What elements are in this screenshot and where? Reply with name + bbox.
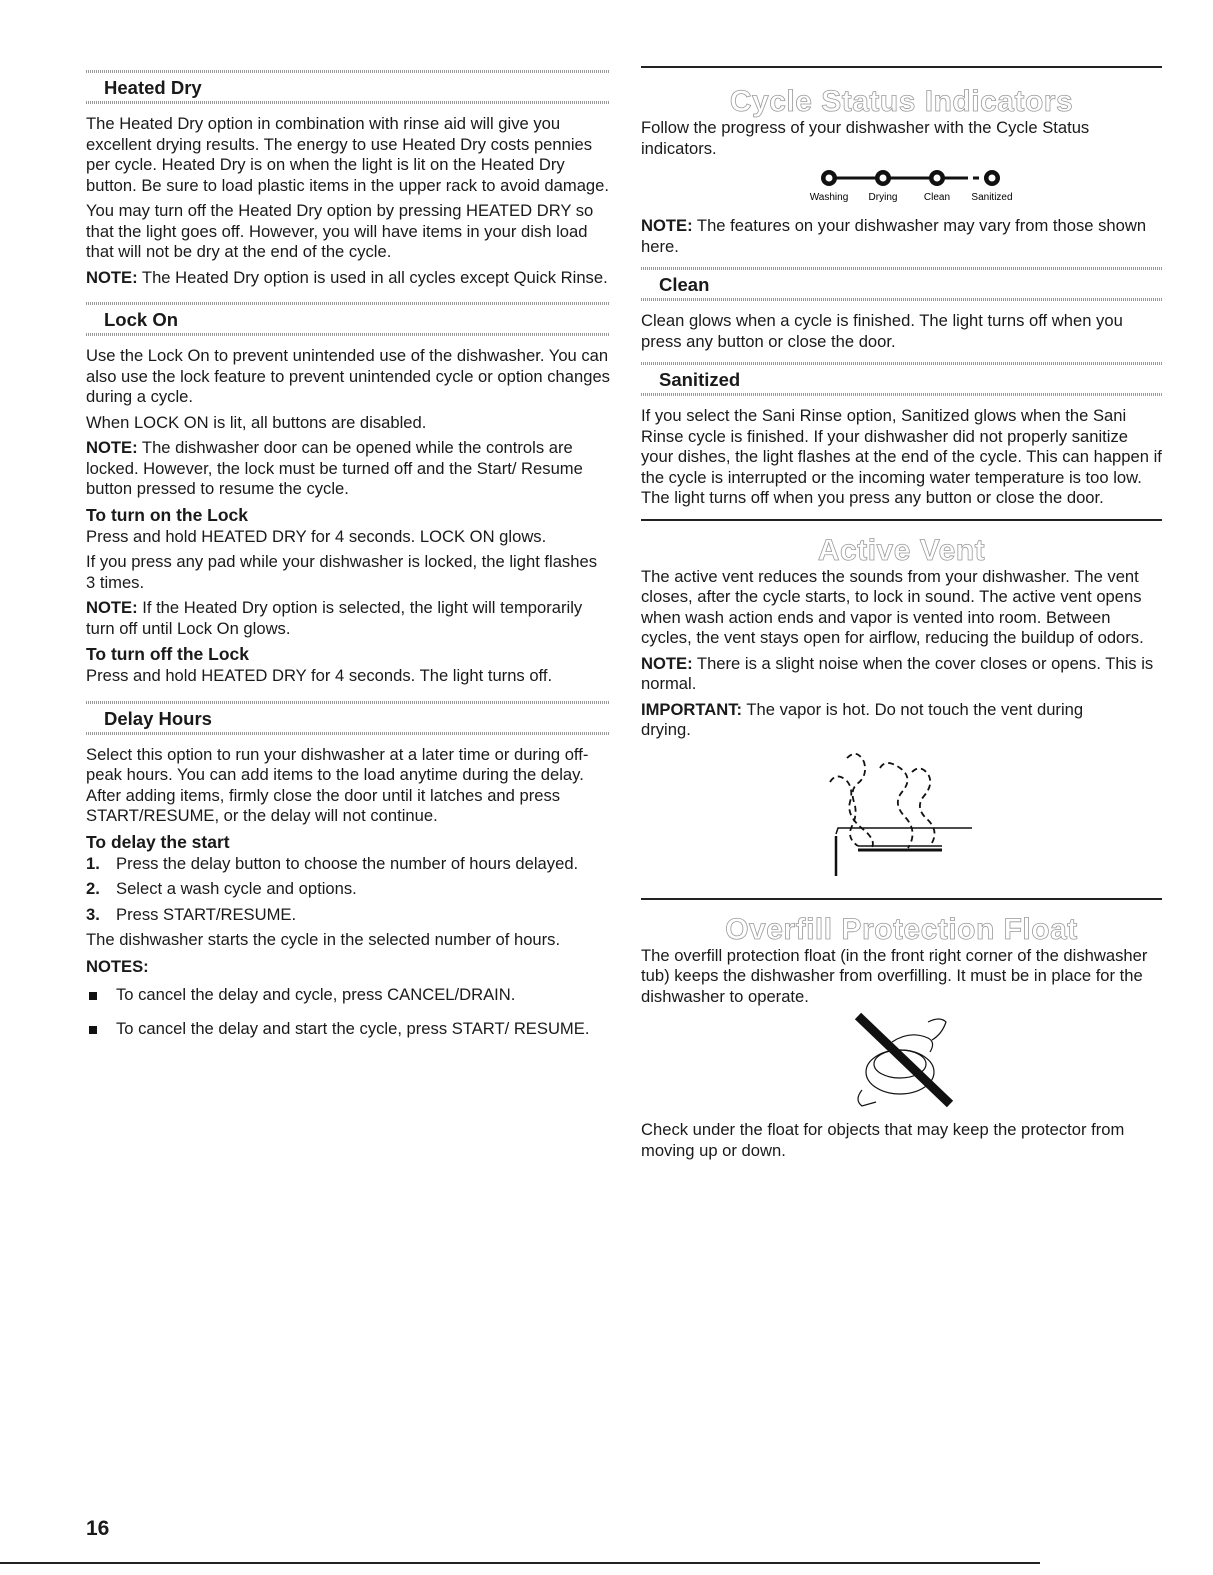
active-vent-title: Active Vent: [817, 533, 986, 567]
list-item: 1. Press the delay button to choose the number of hours delayed.: [86, 853, 579, 873]
heated-dry-note: [86, 268, 610, 289]
heated-dry-paragraph-2: You may turn off the Heated Dry option by pressing HEATED DRY so that the light goes off. However, you will have items in your dish load that will not be dry at the end of the cycle.: [86, 201, 594, 261]
delay-hours-heading: Delay Hours: [104, 707, 212, 729]
note-text: The Heated Dry option is used in all cycles except Quick Rinse.: [137, 267, 608, 287]
note-label: NOTE:: [86, 598, 138, 617]
turn-off-lock-heading: To turn off the Lock: [86, 644, 249, 664]
clean-heading: Clean: [659, 274, 710, 295]
left-column: [86, 70, 610, 1045]
active-vent-paragraph: The active vent reduces the sounds from your dishwasher. The vent closes, after the cycle starts, to lock in sound. The active vent opens when wash action ends and vapor is vented into room. Between cycles, the vent stays open for airflow, reducing the buildup of odors.: [641, 566, 1144, 647]
overfill-paragraph-2: Check under the float for objects that may keep the protector from moving up or down.: [641, 1120, 1125, 1160]
cycle-status-indicator-figure: [782, 164, 1022, 208]
heated-dry-paragraph-1: The Heated Dry option in combination with rinse aid will give you excellent drying results. The energy to use Heated Dry costs pennies per cycle. Heated Dry is on when the light is lit on the Heated Dry button. Be sure to load plastic items in the upper rack to avoid damage.: [86, 114, 610, 195]
bullet-icon: [89, 992, 97, 1000]
note-text: If the Heated Dry option is selected, the light will temporarily turn off until Lock On glows.: [86, 598, 583, 638]
delay-hours-paragraph-2: The dishwasher starts the cycle in the selected number of hours.: [86, 930, 561, 949]
list-item: To cancel the delay and start the cycle, press START/ RESUME.: [86, 1019, 610, 1040]
lock-on-heading-band: [86, 302, 610, 336]
note-text: The dishwasher door can be opened while the controls are locked. However, the lock must be turned off and the Start/ Resume button pressed to resume the cycle.: [86, 438, 583, 498]
bullet-icon: [89, 1026, 97, 1034]
footer-rule: [0, 1562, 1040, 1564]
list-item: To cancel the delay and cycle, press CANCEL/DRAIN.: [86, 985, 610, 1006]
list-item: 3. Press START/RESUME.: [86, 904, 297, 924]
delay-steps-list: [86, 854, 610, 926]
delay-start-heading: To delay the start: [86, 831, 230, 852]
important-text: The vapor is hot. Do not touch the vent during drying.: [641, 699, 1084, 739]
heated-dry-heading-band: [86, 70, 610, 104]
lock-on-paragraph-1: Use the Lock On to prevent unintended use of the dishwasher. You can also use the lock feature to prevent unintended cycle or option changes during a cycle.: [86, 346, 610, 406]
sanitized-paragraph: If you select the Sani Rinse option, Sanitized glows when the Sani Rinse cycle is finished. If your dishwasher did not properly sanitize your dishes, the light flashes at the end of the cycle. This can happen if the cycle is interrupted or the incoming water temperature is too low. The light turns off when you press any button or close the door.: [641, 406, 1162, 507]
delay-hours-paragraph-1: Select this option to run your dishwasher at a later time or during off-peak hours. You can add items to the load anytime during the delay. After adding items, firmly close the door until it latches and press START/RESUME, or the delay will not continue.: [86, 744, 589, 825]
lock-on-paragraph-2: When LOCK ON is lit, all buttons are disabled.: [86, 412, 427, 432]
page-number: 16: [86, 1517, 110, 1540]
overfill-paragraph-1: The overfill protection float (in the front right corner of the dishwasher tub) keeps the dishwasher from overfilling. It must be in place for the dishwasher to operate.: [641, 945, 1148, 1006]
sanitized-heading-band: [641, 362, 1162, 396]
vent-vapor-illustration: [802, 746, 1002, 886]
section-divider: [641, 66, 1162, 68]
list-item: 2. Select a wash cycle and options.: [86, 879, 357, 898]
turn-on-lock-paragraph-1: Press and hold HEATED DRY for 4 seconds. LOCK ON glows.: [86, 526, 547, 546]
active-vent-note: [641, 654, 1162, 695]
note-text: There is a slight noise when the cover closes or opens. This is normal.: [641, 653, 1154, 693]
indicator-light-icon: [821, 170, 837, 186]
notes-list: [86, 985, 610, 1040]
clean-paragraph: Clean glows when a cycle is finished. The light turns off when you press any button or close the door.: [641, 311, 1123, 351]
overfill-float-illustration: [832, 1012, 972, 1112]
clean-heading-band: [641, 267, 1162, 301]
indicator-label-clean: Clean: [923, 192, 950, 203]
lock-on-heading: Lock On: [104, 309, 179, 330]
cycle-status-paragraph: Follow the progress of your dishwasher with the Cycle Status indicators.: [641, 118, 1090, 158]
note-text: The features on your dishwasher may vary from those shown here.: [641, 216, 1147, 256]
indicator-label-washing: Washing: [809, 192, 848, 203]
right-column: [641, 66, 1162, 1166]
important-label: IMPORTANT:: [641, 699, 743, 719]
turn-on-lock-paragraph-2: If you press any pad while your dishwasher is locked, the light flashes 3 times.: [86, 552, 597, 592]
note-label: NOTE:: [641, 216, 693, 235]
lock-on-note: [86, 438, 610, 500]
sanitized-heading: Sanitized: [659, 369, 741, 390]
note-label: NOTE:: [641, 653, 693, 673]
cycle-status-note: [641, 216, 1162, 257]
active-vent-important: [641, 700, 1162, 741]
indicator-light-icon: [875, 170, 891, 186]
delay-hours-heading-band: [86, 701, 610, 735]
indicator-label-sanitized: Sanitized: [970, 192, 1013, 203]
note-label: NOTE:: [86, 267, 138, 287]
turn-off-lock-paragraph: Press and hold HEATED DRY for 4 seconds. The light turns off.: [86, 666, 553, 685]
indicator-label-drying: Drying: [868, 192, 897, 203]
indicator-light-icon: [929, 170, 945, 186]
notes-heading: NOTES:: [86, 956, 149, 976]
indicator-light-icon: [984, 170, 1000, 186]
turn-on-lock-heading: To turn on the Lock: [86, 504, 249, 525]
section-divider: [641, 898, 1162, 900]
turn-on-lock-note: [86, 598, 610, 639]
cycle-status-title: Cycle Status Indicators: [729, 85, 1074, 118]
heated-dry-heading: Heated Dry: [104, 77, 202, 98]
section-divider: [641, 519, 1162, 521]
overfill-title: Overfill Protection Float: [725, 912, 1078, 946]
note-label: NOTE:: [86, 438, 138, 457]
